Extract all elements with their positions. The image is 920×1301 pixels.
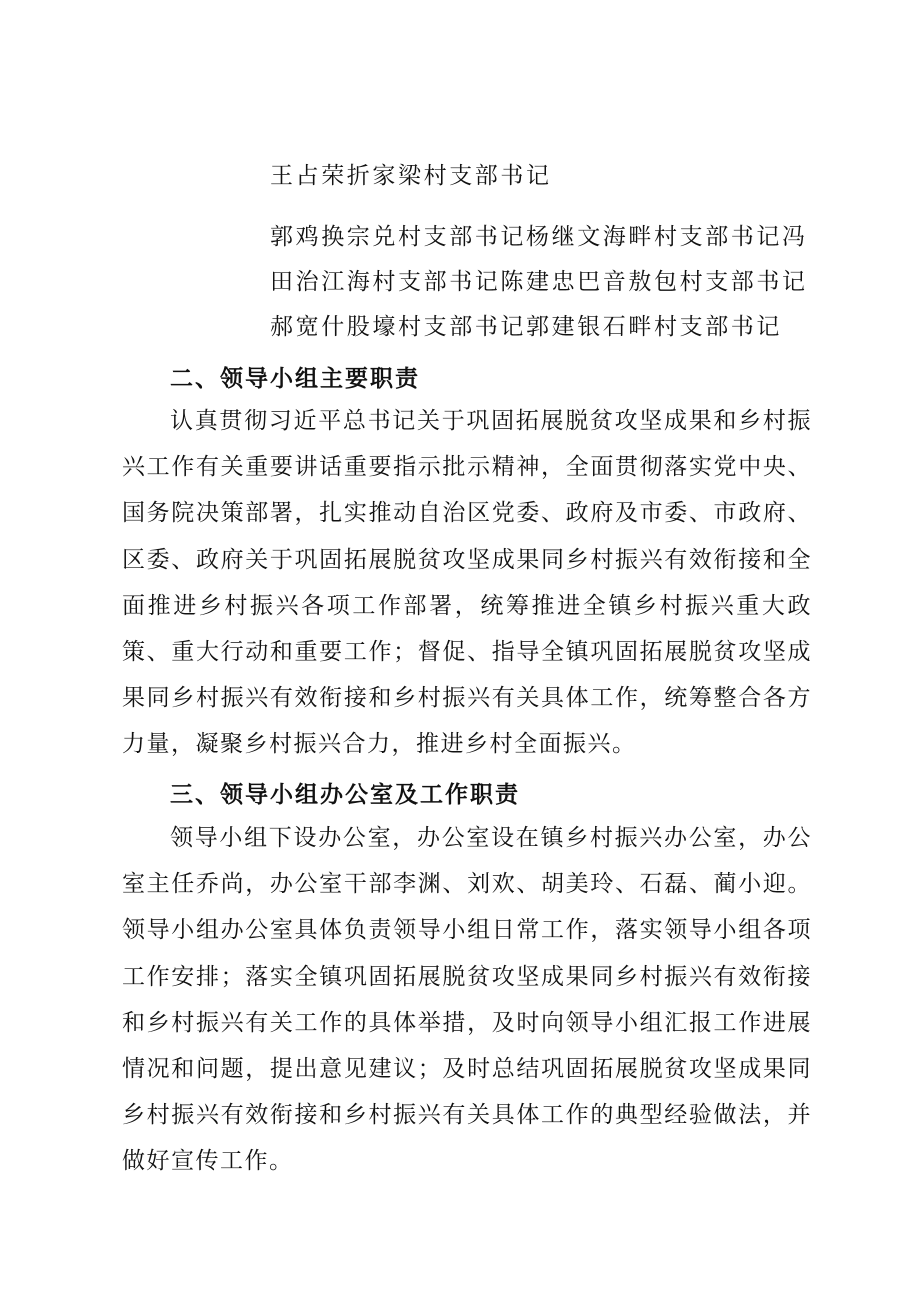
section-heading-responsibilities: 二、领导小组主要职责 bbox=[170, 366, 420, 392]
section-paragraph-responsibilities: 认真贯彻习近平总书记关于巩固拓展脱贫攻坚成果和乡村振兴工作有关重要讲话重要指示批示精神，全面贯彻落实党中央、国务院决策部署，扎实推动自治区党委、政府及市委、市政府、区委、政府关于巩固拓展脱贫攻坚成果同乡村振兴有效衔接和全面推进乡村振兴各项工作部署，统筹推进全镇乡村振兴重大政策、重大行动和重要工作；督促、指导全镇巩固拓展脱贫攻坚成果同乡村振兴有效衔接和乡村振兴有关具体工作，统筹整合各方力量，凝聚乡村振兴合力，推进乡村全面振兴。 bbox=[122, 408, 812, 758]
member-list-first-line: 王占荣折家梁村支部书记 bbox=[270, 163, 552, 189]
section-heading-office: 三、领导小组办公室及工作职责 bbox=[170, 782, 520, 808]
member-list: 郭鸡换宗兑村支部书记杨继文海畔村支部书记冯田治江海村支部书记陈建忠巴音敖包村支部书记郝宽什股壕村支部书记郭建银石畔村支部书记 bbox=[270, 224, 808, 340]
section-paragraph-office: 领导小组下设办公室，办公室设在镇乡村振兴办公室，办公室主任乔尚，办公室干部李渊、刘欢、胡美玲、石磊、蔺小迎。领导小组办公室具体负责领导小组日常工作，落实领导小组各项工作安排；落实全镇巩固拓展脱贫攻坚成果同乡村振兴有效衔接和乡村振兴有关工作的具体举措，及时向领导小组汇报工作进展情况和问题，提出意见建议；及时总结巩固拓展脱贫攻坚成果同乡村振兴有效衔接和乡村振兴有关具体工作的典型经验做法，并做好宣传工作。 bbox=[122, 825, 812, 1175]
